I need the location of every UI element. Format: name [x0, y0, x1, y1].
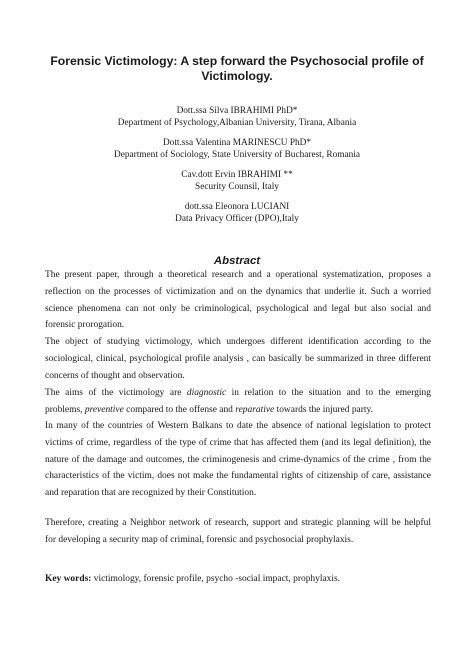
author-block [40, 202, 434, 225]
text-run: The aims of the victimology are [45, 388, 187, 398]
author-affiliation: Data Privacy Officer (DPO),Italy [175, 213, 299, 224]
abstract-paragraph [45, 418, 431, 502]
text-line: reflection on the processes of victimization and on the dynamics that underlie it. Such a worried [45, 286, 431, 297]
text-line: forensic prorogation. [45, 320, 125, 331]
text-line: The object of studying victimology, which undergoes different identification according to the [45, 337, 431, 347]
text-line [45, 571, 431, 588]
title-line: Forensic Victimology: A step forward the Psychosocial profile of [50, 54, 424, 68]
abstract-paragraph [45, 334, 431, 384]
text-line: concerns of thought and observation. [45, 370, 185, 381]
text-line: The present paper, through a theoretical research and a operational systematization, proposes a [45, 270, 431, 280]
text-line: characteristics of the victim, does not make the fundamental rights of citizenship of care, assistance [45, 471, 431, 482]
keywords-text: victimology, forensic profile, psycho -social impact, prophylaxis. [91, 574, 341, 584]
author-affiliation: Department of Sociology, State University of Bucharest, Romania [114, 149, 360, 160]
author-name: dott.ssa Eleonora LUCIANI [184, 202, 290, 212]
author-affiliation: Department of Psychology,Albanian University, Tirana, Albania [117, 117, 357, 128]
text-line [45, 402, 431, 419]
abstract-paragraph [45, 267, 431, 334]
emphasis-preventive: preventive [84, 404, 124, 415]
text-run: in relation to the situation and to the emerging [226, 388, 431, 398]
text-run: problems, [45, 404, 85, 415]
author-name: Dott.ssa Silva IBRAHIMI PhD* [176, 106, 298, 116]
text-line: Therefore, creating a Neighbor network of research, support and strategic planning will be helpful [45, 518, 431, 528]
author-name: Cav.dott Ervin IBRAHIMI ** [181, 170, 293, 180]
author-block [40, 106, 434, 129]
title-line: Victimology. [201, 69, 273, 83]
text-line: sociological, clinical, psychological profile analysis , can basically be summarized in three different [45, 353, 431, 364]
text-line: science phenomena can not only be criminological, psychological and legal but also social and [45, 303, 431, 314]
abstract-heading: Abstract [213, 255, 261, 267]
abstract-paragraph [45, 385, 431, 419]
text-line: In many of the countries of Western Balkans to date the absence of national legislation to protect [45, 421, 431, 431]
text-line: nature of the damage and outcomes, the criminogenesis and crime-dynamics of the crime , from the [45, 454, 431, 465]
abstract-paragraph [45, 515, 431, 549]
text-line: victims of crime, regardless of the type of crime that has affected them (and its legal definition), the [45, 437, 431, 448]
text-line: and reparation that are recognized by their Constitution. [45, 488, 257, 499]
emphasis-reparative: reparative [235, 404, 275, 415]
text-line: for developing a security map of criminal, forensic and psychosocial prophylaxis. [45, 534, 354, 545]
author-block [40, 170, 434, 193]
keywords-label: Key words: [45, 574, 92, 584]
author-affiliation: Security Counsil, Italy [195, 181, 279, 192]
emphasis-diagnostic: diagnostic [186, 388, 227, 398]
author-name: Dott.ssa Valentina MARINESCU PhD* [162, 138, 312, 148]
keywords [45, 571, 431, 588]
text-line [45, 385, 431, 402]
text-run: compared to the offense and [123, 404, 236, 415]
paper-title [40, 54, 434, 84]
author-block [40, 138, 434, 161]
text-run: towards the injured party. [274, 404, 373, 415]
